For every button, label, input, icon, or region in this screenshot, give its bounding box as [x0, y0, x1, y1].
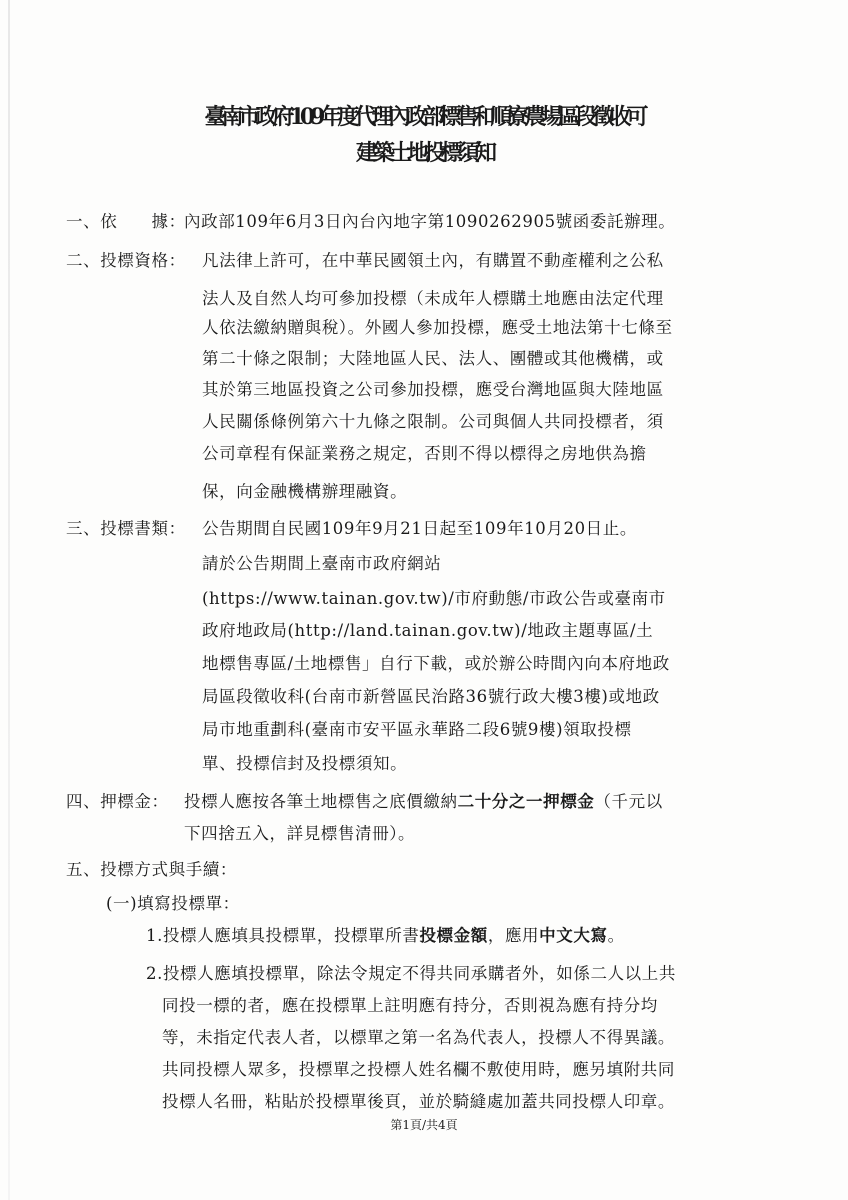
section-4-text: 投標人應按各筆土地標售之底價繳納二十分之一押標金（千元以 — [184, 792, 663, 811]
deposit-emphasis: 二十分之一押標金 — [457, 792, 595, 811]
section-3-line: 局市地重劃科(臺南市安平區永華路二段6號9樓)領取投標 — [202, 720, 632, 739]
section-2-line: 第二十條之限制；大陸地區人民、法人、團體或其他機構，或 — [202, 349, 664, 368]
section-1-text: 內政部109年6月3日內台內地字第1090262905號函委託辦理。 — [184, 212, 676, 231]
item-2-line: 2.投標人應填投標單，除法令規定不得共同承購者外，如係二人以上共 — [146, 964, 676, 983]
section-3-line: 單、投標信封及投標須知。 — [202, 754, 408, 773]
item-2-line: 等，未指定代表人者，以標單之第一名為代表人，投標人不得異議。 — [162, 1028, 675, 1047]
section-3-line: 請於公告期間上臺南市政府網站 — [202, 554, 442, 573]
chinese-numerals-emphasis: 中文大寫 — [539, 926, 608, 945]
document-title-line-1: 臺南市政府109年度代理內政部標售和順寮農場區段徵收可 — [204, 104, 644, 130]
section-2-line: 凡法律上許可，在中華民國領土內，有購置不動產權利之公私 — [202, 251, 664, 270]
section-2-line: 人民關係條例第六十九條之限制。公司與個人共同投標者，須 — [202, 412, 664, 431]
section-4-label: 四、押標金： — [66, 792, 169, 811]
section-2-line: 公司章程有保証業務之規定，否則不得以標得之房地供為擔 — [202, 444, 647, 463]
bid-amount-emphasis: 投標金額 — [419, 926, 488, 945]
scan-fold-shadow — [8, 0, 10, 1200]
document-title-line-2: 建築土地投標須知 — [355, 140, 492, 166]
section-2-line: 人依法繳納贈與稅）。外國人參加投標，應受土地法第十七條至 — [202, 318, 673, 337]
section-3-line: 地標售專區/土地標售」自行下載，或於辦公時間內向本府地政 — [202, 654, 670, 673]
section-3-line: 公告期間自民國109年9月21日起至109年10月20日止。 — [202, 519, 637, 538]
section-2-label: 二、投標資格： — [66, 251, 186, 270]
item-2-line: 同投一標的者，應在投標單上註明應有持分，否則視為應有持分均 — [162, 996, 658, 1015]
section-2-line: 法人及自然人均可參加投標（未成年人標購土地應由法定代理 — [202, 289, 664, 308]
section-4-line-2: 下四捨五入，詳見標售清冊）。 — [184, 824, 416, 843]
item-2-line: 投標人名冊，粘貼於投標單後頁，並於騎縫處加蓋共同投標人印章。 — [162, 1092, 675, 1111]
section-3-label: 三、投標書類： — [66, 519, 186, 538]
section-5-label: 五、投標方式與手續： — [66, 860, 237, 879]
subsection-1-heading: (一)填寫投標單： — [106, 894, 240, 913]
section-3-url-line: (https://www.tainan.gov.tw)/市府動態/市政公告或臺南市 — [202, 589, 666, 608]
page-number: 第1頁/共4頁 — [390, 1118, 458, 1132]
section-3-line: 局區段徵收科(台南市新營區民治路36號行政大樓3樓)或地政 — [202, 687, 660, 706]
section-1-label: 一、依 據： — [66, 212, 186, 231]
item-2-line: 共同投標人眾多，投標單之投標人姓名欄不敷使用時，應另填附共同 — [162, 1060, 675, 1079]
section-2-line: 保，向金融機構辦理融資。 — [202, 482, 408, 501]
section-2-line: 其於第三地區投資之公司參加投標，應受台灣地區與大陸地區 — [202, 380, 664, 399]
item-1-text: 1.投標人應填具投標單，投標單所書投標金額，應用中文大寫。 — [146, 926, 625, 945]
section-3-url-line: 政府地政局(http://land.tainan.gov.tw)/地政主題專區/土 — [202, 621, 654, 640]
